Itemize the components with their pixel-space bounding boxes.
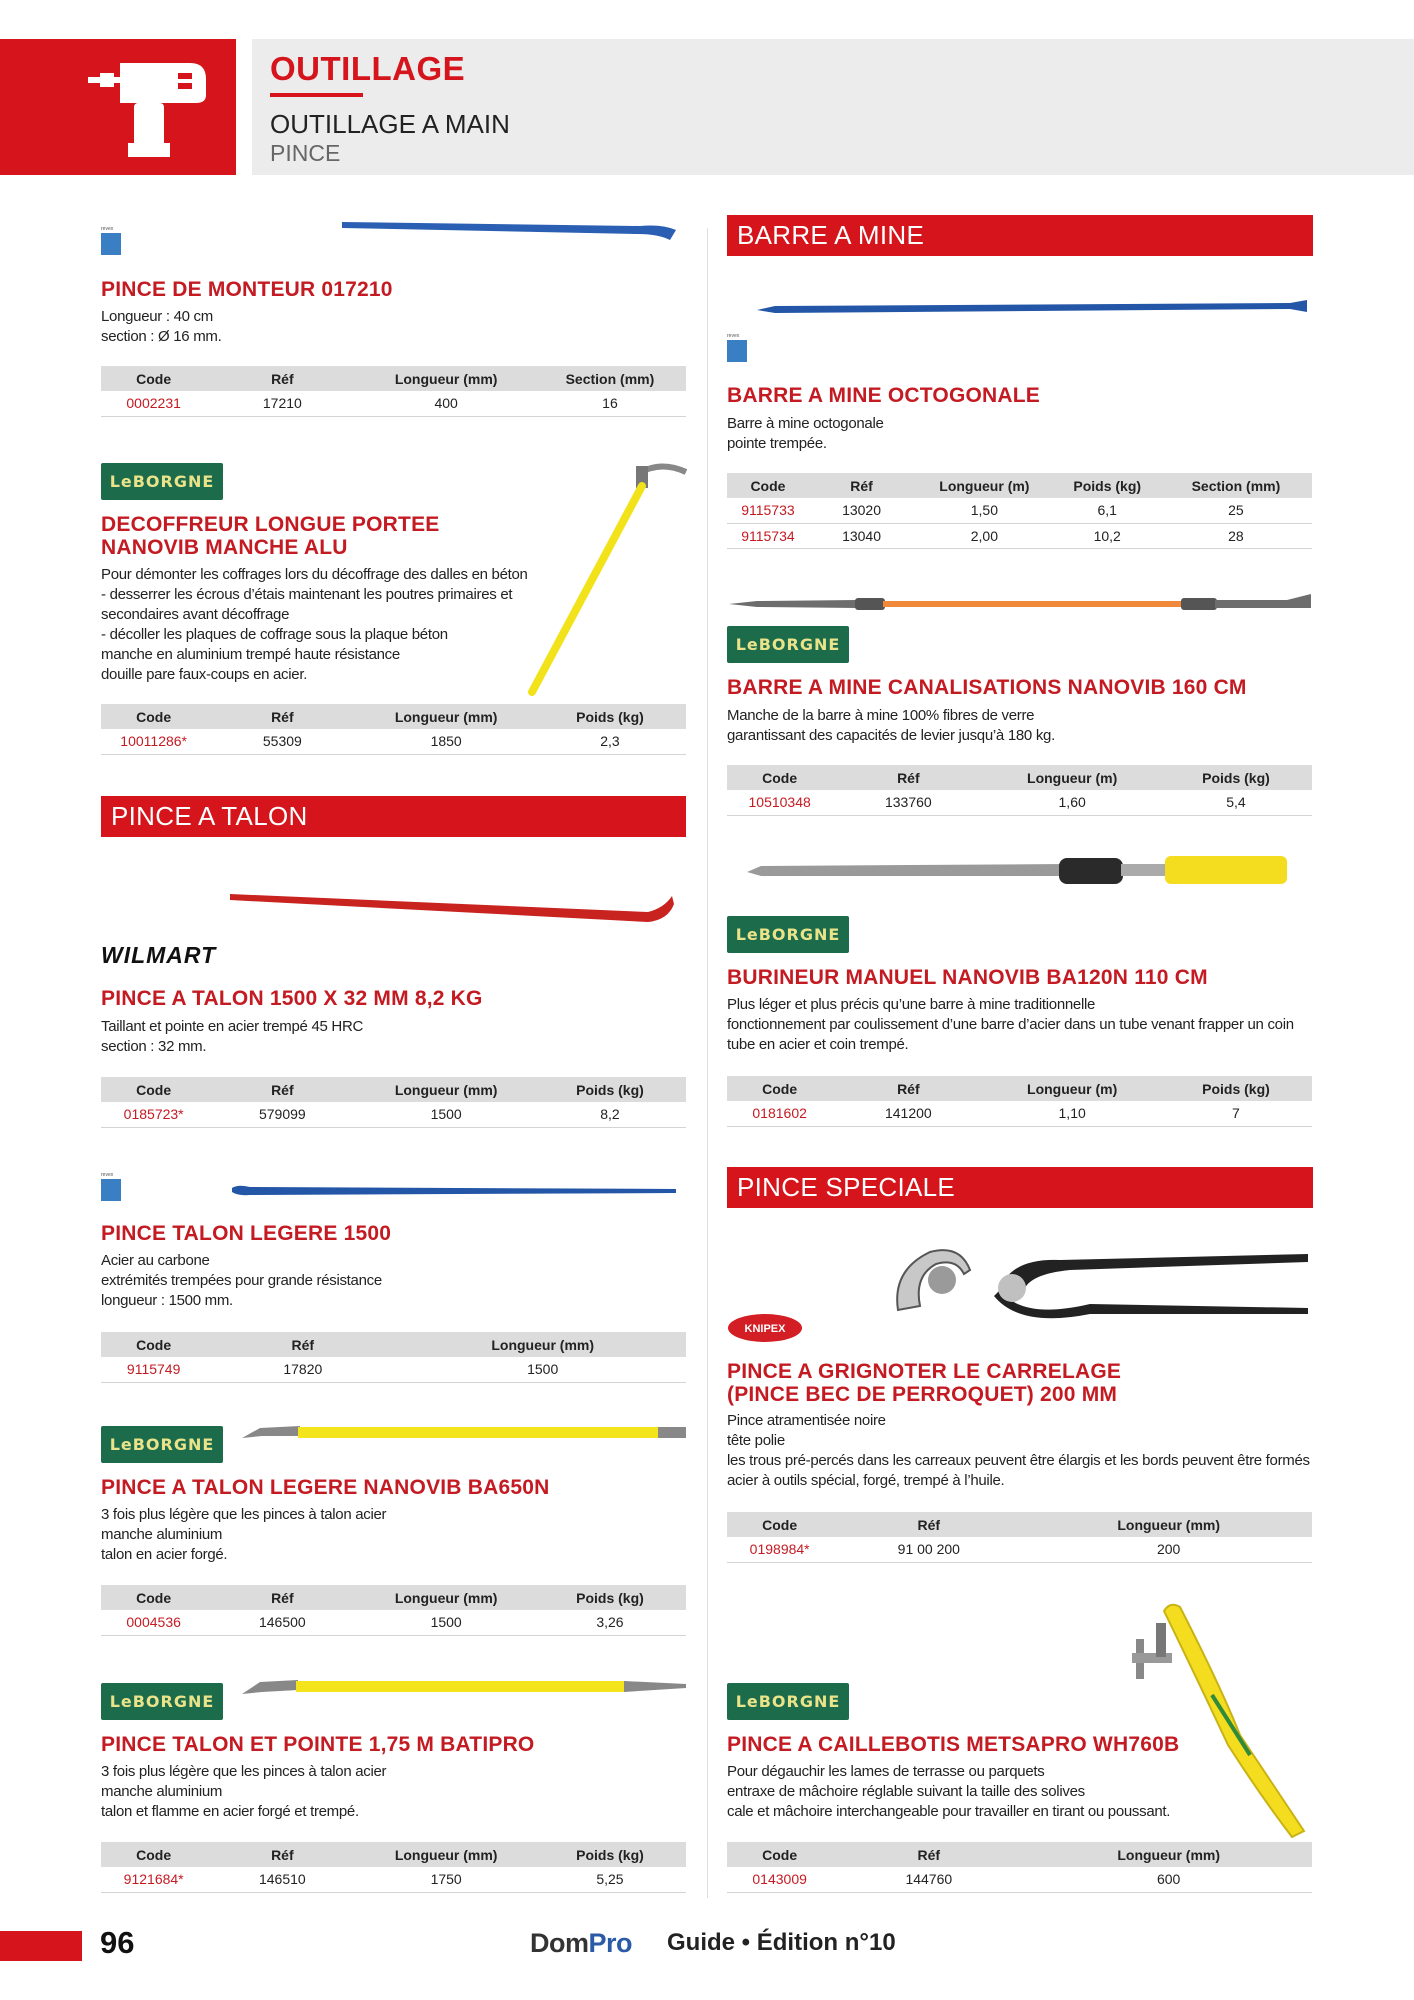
table-row [727, 498, 1312, 523]
product-code[interactable]: 9121684* [101, 1867, 206, 1892]
product-code[interactable]: 0185723* [101, 1102, 206, 1127]
cell: 28 [1160, 523, 1312, 548]
col-header: Longueur (m) [984, 1076, 1160, 1101]
leborgne-logo: LeBORGNE [727, 916, 849, 953]
col-header: Poids (kg) [1055, 473, 1160, 498]
table-row [101, 1102, 686, 1127]
col-header: Longueur (mm) [358, 1585, 534, 1610]
knipex-logo [727, 1313, 803, 1343]
column-divider [707, 228, 708, 1898]
leborgne-logo: LeBORGNE [101, 1683, 223, 1720]
col-header: Section (mm) [534, 366, 686, 391]
cell: 200 [1025, 1537, 1312, 1562]
product-code[interactable]: 9115734 [727, 523, 809, 548]
product-desc-batipro: 3 fois plus légère que les pinces à talon acier manche aluminium talon et flamme en acier forgé et trempé. [101, 1763, 387, 1820]
spec-table-decoffreur [101, 704, 686, 755]
col-header: Poids (kg) [534, 1842, 686, 1867]
spec-table-octogonale [727, 473, 1312, 549]
product-desc-burineur: Plus léger et plus précis qu’une barre à mine traditionnelle fonctionnement par coulissement d’une barre d’acier dans un tube venant frapper un coin tube en acier et coin trempé. [727, 996, 1294, 1053]
product-code[interactable]: 0002231 [101, 391, 206, 416]
table-row [727, 1101, 1312, 1126]
col-header: Section (mm) [1160, 473, 1312, 498]
product-title-caillebotis: PINCE A CAILLEBOTIS METSAPRO WH760B [727, 1733, 1180, 1756]
col-header: Poids (kg) [1160, 1076, 1312, 1101]
spec-table-talon-legere [101, 1332, 686, 1383]
col-header: Code [101, 366, 206, 391]
col-header: Poids (kg) [534, 1585, 686, 1610]
cell: 1750 [358, 1867, 534, 1892]
cell: 144760 [832, 1867, 1025, 1892]
table-row [101, 1357, 686, 1382]
spec-table-talon-1500 [101, 1077, 686, 1128]
col-header: Réf [832, 765, 984, 790]
product-code[interactable]: 9115749 [101, 1357, 206, 1382]
canalisations-image [727, 590, 1313, 620]
col-header: Code [727, 1842, 832, 1867]
cell: 1500 [399, 1357, 686, 1382]
col-header: Réf [832, 1842, 1025, 1867]
page-subtitle: OUTILLAGE A MAIN [270, 109, 510, 139]
col-header: Réf [206, 1585, 358, 1610]
burineur-image [745, 850, 1295, 890]
col-header: Longueur (mm) [358, 1842, 534, 1867]
product-code[interactable]: 10011286* [101, 729, 206, 754]
cell: 146510 [206, 1867, 358, 1892]
table-row [101, 729, 686, 754]
col-header: Réf [206, 1332, 399, 1357]
table-row [101, 391, 686, 416]
product-code[interactable]: 0143009 [727, 1867, 832, 1892]
cell: 91 00 200 [832, 1537, 1025, 1562]
product-title-talon-1500: PINCE A TALON 1500 X 32 MM 8,2 KG [101, 987, 483, 1010]
table-row [101, 1867, 686, 1892]
product-title-ba650n: PINCE A TALON LEGERE NANOVIB BA650N [101, 1476, 550, 1499]
cell: 55309 [206, 729, 358, 754]
cell: 1500 [358, 1102, 534, 1127]
cell: 8,2 [534, 1102, 686, 1127]
product-code[interactable]: 0181602 [727, 1101, 832, 1126]
brand-dom: Dom [530, 1928, 589, 1958]
product-title-monteur: PINCE DE MONTEUR 017210 [101, 278, 393, 301]
table-row [727, 790, 1312, 815]
batipro-image [240, 1676, 690, 1706]
dompro-logo [530, 1928, 632, 1959]
cell: 2,3 [534, 729, 686, 754]
cell: 7 [1160, 1101, 1312, 1126]
col-header: Poids (kg) [1160, 765, 1312, 790]
cell: 133760 [832, 790, 984, 815]
cell: 2,00 [914, 523, 1054, 548]
leborgne-logo: LeBORGNE [727, 1683, 849, 1720]
product-code[interactable]: 9115733 [727, 498, 809, 523]
col-header: Code [101, 1585, 206, 1610]
wilmart-logo: WILMART [101, 942, 217, 968]
footer-accent-bar [0, 1931, 82, 1961]
cell: 13040 [809, 523, 914, 548]
product-title-octogonale: BARRE A MINE OCTOGONALE [727, 384, 1040, 407]
product-title-decoffreur: DECOFFREUR LONGUE PORTEE NANOVIB MANCHE ALU [101, 513, 440, 559]
col-header: Réf [206, 366, 358, 391]
talon-legere-image [230, 1180, 680, 1204]
cell: 400 [358, 391, 534, 416]
revex-logo: revex [101, 1172, 123, 1206]
product-code[interactable]: 10510348 [727, 790, 832, 815]
ba650n-image [240, 1422, 690, 1452]
page-number: 96 [100, 1925, 135, 1960]
cell: 1,60 [984, 790, 1160, 815]
product-desc-canalisations: Manche de la barre à mine 100% fibres de verre garantissant des capacités de levier jusqu’à 180 kg. [727, 707, 1055, 744]
col-header: Réf [809, 473, 914, 498]
spec-table-batipro [101, 1842, 686, 1893]
col-header: Longueur (m) [984, 765, 1160, 790]
spec-table-burineur [727, 1076, 1312, 1127]
col-header: Code [727, 473, 809, 498]
cell: 146500 [206, 1610, 358, 1635]
product-desc-talon-1500: Taillant et pointe en acier trempé 45 HRC section : 32 mm. [101, 1018, 364, 1055]
cell: 579099 [206, 1102, 358, 1127]
product-title-burineur: BURINEUR MANUEL NANOVIB BA120N 110 CM [727, 966, 1208, 989]
cell: 1,50 [914, 498, 1054, 523]
page-category: PINCE [270, 140, 341, 166]
col-header: Longueur (mm) [399, 1332, 686, 1357]
knipex-logo-text: KNIPEX [744, 1323, 786, 1335]
col-header: Réf [206, 1842, 358, 1867]
col-header: Code [101, 1332, 206, 1357]
product-desc-talon-legere: Acier au carbone extrémités trempées pour grande résistance longueur : 1500 mm. [101, 1252, 382, 1309]
cell: 5,4 [1160, 790, 1312, 815]
title-underline [270, 93, 363, 97]
product-title-batipro: PINCE TALON ET POINTE 1,75 M BATIPRO [101, 1733, 535, 1756]
product-desc-caillebotis: Pour dégauchir les lames de terrasse ou parquets entraxe de mâchoire réglable suivant la taille des solives cale et mâchoire interchangeable pour travailler en tirant ou poussant. [727, 1763, 1171, 1820]
cell: 17820 [206, 1357, 399, 1382]
revex-logo: revex [727, 333, 749, 367]
spec-table-ba650n [101, 1585, 686, 1636]
col-header: Longueur (mm) [1025, 1842, 1312, 1867]
cell: 1,10 [984, 1101, 1160, 1126]
cell: 6,1 [1055, 498, 1160, 523]
cell: 13020 [809, 498, 914, 523]
col-header: Longueur (mm) [358, 366, 534, 391]
product-title-grignoter: PINCE A GRIGNOTER LE CARRELAGE (PINCE BEC DE PERROQUET) 200 MM [727, 1360, 1122, 1406]
cell: 141200 [832, 1101, 984, 1126]
leborgne-logo: LeBORGNE [727, 626, 849, 663]
leborgne-logo: LeBORGNE [101, 1426, 223, 1463]
cell: 17210 [206, 391, 358, 416]
decoffreur-image [520, 452, 690, 702]
table-row [727, 1867, 1312, 1892]
drill-icon [0, 39, 236, 175]
col-header: Code [727, 1076, 832, 1101]
col-header: Poids (kg) [534, 704, 686, 729]
cell: 25 [1160, 498, 1312, 523]
col-header: Code [727, 1512, 832, 1537]
section-header-barre-a-mine: BARRE A MINE [727, 215, 1313, 256]
cell: 5,25 [534, 1867, 686, 1892]
cell: 10,2 [1055, 523, 1160, 548]
table-row [727, 1537, 1312, 1562]
col-header: Réf [832, 1512, 1025, 1537]
table-row [727, 523, 1312, 548]
talon-1500-image [228, 890, 678, 930]
cell: 1500 [358, 1610, 534, 1635]
cell: 1850 [358, 729, 534, 754]
product-desc-ba650n: 3 fois plus légère que les pinces à talon acier manche aluminium talon en acier forgé. [101, 1506, 387, 1563]
col-header: Code [101, 1077, 206, 1102]
col-header: Code [101, 704, 206, 729]
cell: 16 [534, 391, 686, 416]
col-header: Réf [832, 1076, 984, 1101]
grignoter-image [890, 1240, 1310, 1330]
page-title: OUTILLAGE [270, 50, 466, 87]
spec-table-monteur [101, 366, 686, 417]
col-header: Poids (kg) [534, 1077, 686, 1102]
col-header: Code [101, 1842, 206, 1867]
monteur-bar-image [340, 210, 680, 250]
col-header: Réf [206, 704, 358, 729]
product-desc-monteur: Longueur : 40 cm section : Ø 16 mm. [101, 308, 222, 345]
product-code[interactable]: 0004536 [101, 1610, 206, 1635]
cell: 3,26 [534, 1610, 686, 1635]
cell: 600 [1025, 1867, 1312, 1892]
section-header-pince-speciale: PINCE SPECIALE [727, 1167, 1313, 1208]
col-header: Longueur (mm) [358, 1077, 534, 1102]
spec-table-grignoter [727, 1512, 1312, 1563]
product-title-canalisations: BARRE A MINE CANALISATIONS NANOVIB 160 CM [727, 676, 1247, 699]
brand-pro: Pro [588, 1928, 633, 1958]
product-desc-decoffreur: Pour démonter les coffrages lors du décoffrage des dalles en béton - desserrer les écrous d’étais maintenant les poutres primaires et secondaires avant décoffrage - décoller les plaques de coffrage sous la plaque béton manche en aluminium trempé haute résistance douille pare faux-coups en acier. [101, 566, 528, 683]
product-desc-octogonale: Barre à mine octogonale pointe trempée. [727, 415, 884, 452]
guide-edition: Guide • Édition n°10 [667, 1929, 896, 1956]
revex-logo: revex [101, 226, 123, 260]
product-desc-grignoter: Pince atramentisée noire tête polie les trous pré-percés dans les carreaux peuvent être élargis et les bords peuvent être formés acier à outils spécial, forgé, trempé à l’huile. [727, 1412, 1310, 1489]
table-row [101, 1610, 686, 1635]
product-code[interactable]: 0198984* [727, 1537, 832, 1562]
col-header: Réf [206, 1077, 358, 1102]
octogonale-image [755, 296, 1310, 320]
section-header-pince-a-talon: PINCE A TALON [101, 796, 686, 837]
spec-table-canalisations [727, 765, 1312, 816]
header-icon-panel [0, 39, 236, 175]
col-header: Longueur (m) [914, 473, 1054, 498]
product-title-talon-legere: PINCE TALON LEGERE 1500 [101, 1222, 392, 1245]
col-header: Longueur (mm) [1025, 1512, 1312, 1537]
leborgne-logo: LeBORGNE [101, 463, 223, 500]
col-header: Code [727, 765, 832, 790]
spec-table-caillebotis [727, 1842, 1312, 1893]
col-header: Longueur (mm) [358, 704, 534, 729]
